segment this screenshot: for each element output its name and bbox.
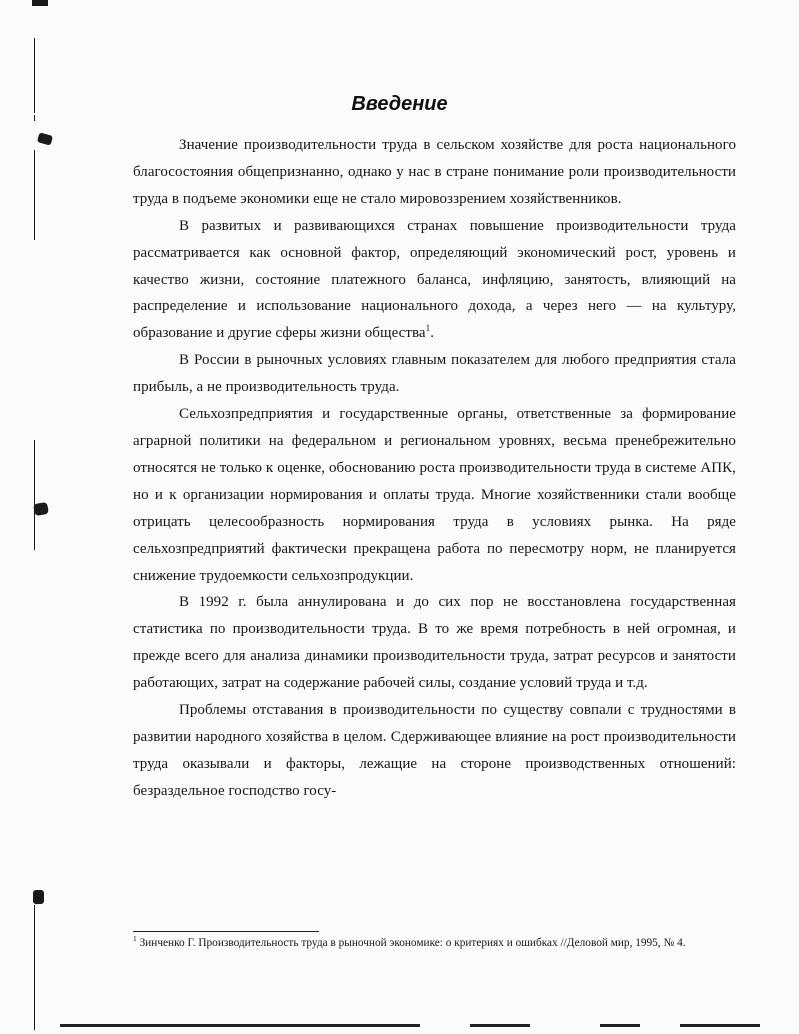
paragraph: [133, 132, 736, 213]
paragraph: [133, 347, 736, 401]
scan-hole-mark: [37, 132, 53, 145]
footnote-text: Зинченко Г. Производительность труда в рыночной экономике: о критериях и ошибках //Деловой мир, 1995, № 4.: [136, 937, 686, 949]
paragraph-text: Проблемы отставания в производительности по существу совпали с трудностями в развитии народного хозяйства в целом. Сдерживающее влияние на рост производительности труда оказывали и факторы, лежащие на стороне производственных отношений: безраздельное господство госу-: [133, 702, 736, 799]
paragraph-text: В России в рыночных условиях главным показателем для любого предприятия стала прибыль, а не производительность труда.: [133, 352, 736, 396]
scan-hole-mark: [33, 890, 44, 904]
paragraph-text: В развитых и развивающихся странах повышение производительности труда рассматривается как основной фактор, определяющий экономический рост, уровень и качество жизни, состояние платежного баланса, инфляцию, занятость, влияющий на распределение и использование национального дохода, а через него — на культуру, образование и другие сферы жизни общества: [133, 217, 736, 342]
paragraph: В развитых и развивающихся странах повышение производительности труда рассматривается как основной фактор, определяющий экономический рост, уровень и качество жизни, состояние платежного баланса, инфляцию, занятость, влияющий на распределение и использование национального дохода, а через него — на культуру, образование и другие сферы жизни общества$^1$.: [133, 217, 736, 342]
scan-corner-mark: [32, 0, 48, 6]
scan-margin-line: [34, 150, 35, 240]
paragraph: [133, 401, 736, 589]
scan-bottom-edge: [60, 1024, 420, 1027]
scan-margin-line: [34, 905, 35, 1030]
scan-bottom-edge: [470, 1024, 530, 1027]
footnote-reference: 1: [425, 323, 431, 334]
paragraph-text: Сельхозпредприятия и государственные органы, ответственные за формирование аграрной политики на федеральном и региональном уровнях, весьма пренебрежительно относятся не только к оценке, обоснованию роста производительности труда в системе АПК, но и к организации нормирования и оплаты труда. Многие хозяйственники стали вообще отрицать целесообразность нормирования труда в условиях рынка. На ряде сельхозпредприятий фактически прекращена работа по пересмотру норм, не планируется снижение трудоемкости сельхозпродукции.: [133, 406, 736, 584]
scan-hole-mark: [33, 502, 49, 516]
page-title: Введение: [351, 93, 448, 115]
paragraph-text: В 1992 г. была аннулирована и до сих пор не восстановлена государственная статистика по производительности труда. В то же время потребность в ней огромная, и прежде всего для анализа динамики производительности труда, затрат ресурсов и занятости работающих, затрат на содержание рабочей силы, создание условий труда и т.д.: [133, 594, 736, 692]
scan-bottom-edge: [680, 1024, 760, 1027]
body-text: [133, 132, 736, 805]
footnote-divider: [133, 931, 319, 932]
paragraph-text: Значение производительности труда в сельском хозяйстве для роста национального благосостояния общепризнанно, однако у нас в стране понимание роли производительности труда в подъеме экономики еще не стало мировоззрением хозяйственников.: [133, 137, 736, 207]
footnote-number: 1: [133, 934, 137, 944]
paragraph: [133, 589, 736, 697]
scan-bottom-edge: [600, 1024, 640, 1027]
scan-margin-line: [34, 440, 35, 550]
footnote: [133, 935, 736, 951]
paragraph: [133, 697, 736, 805]
